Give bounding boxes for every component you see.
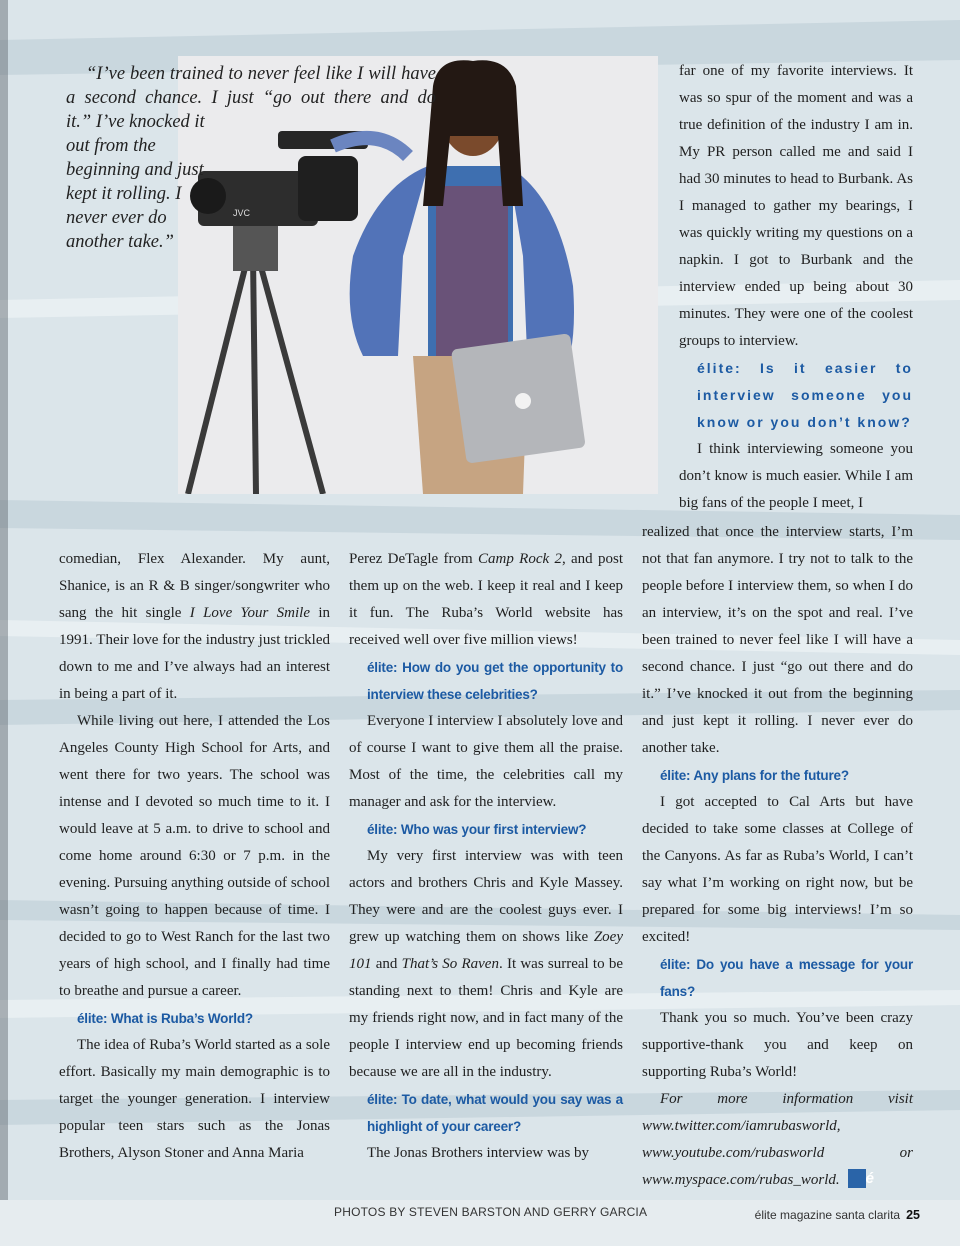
paragraph: The Jonas Brothers interview was by xyxy=(367,1145,590,1161)
question-heading: élite: Any plans for the future? xyxy=(660,768,849,783)
paragraph: far one of my favorite interviews. It was so spur of the moment and was a true definition of the industry I am in. My PR person called me and said I had 30 minutes to head to Burbank. As I managed to gather my bearings, I was quickly writing my questions on a napkin. I got to Burbank and the interview ended up being about 30 minutes. They were one of the coolest groups to interview. xyxy=(679,63,913,349)
column-2 xyxy=(349,546,623,1167)
paragraph: My very first interview was with teen actors and brothers Chris and Kyle Massey. They were and are the coolest guys ever. I grew up watching them on shows like Zoey 101 and That’s So Raven. It was surreal to be standing next to them! Chris and Kyle are my friends right now, and in fact many of the people I interview end up becoming friends because we are all in the industry. xyxy=(349,848,623,1080)
page-number: 25 xyxy=(906,1208,920,1222)
question-heading: élite: To date, what would you say was a highlight of your career? xyxy=(367,1092,623,1134)
page-folio xyxy=(755,1208,920,1222)
paragraph: Perez DeTagle from Camp Rock 2, and post them up on the web. I keep it real and I keep it fun. The Ruba’s World website has received well over five million views! xyxy=(349,551,623,648)
svg-text:JVC: JVC xyxy=(233,208,251,218)
column-3-top xyxy=(679,58,913,517)
question-heading: élite: How do you get the opportunity to interview these celebrities? xyxy=(367,660,623,702)
question-heading: élite: Is it easier to interview someone you know or you don’t know? xyxy=(697,360,913,430)
question-heading: élite: Who was your first interview? xyxy=(367,822,587,837)
paragraph: While living out here, I attended the Los Angeles County High School for Arts, and went there for two years. The school was intense and I devoted so much time to it. I would leave at 5 a.m. to drive to school and come home around 6:30 or 7 p.m. in the evening. Pursuing anything outside of school wasn’t going to happen because of time. I decided to go to West Ranch for the last two years of high school, and I finally had time to breathe and pursue a career. xyxy=(59,713,330,999)
pull-quote xyxy=(66,62,436,254)
paragraph: For more information visit www.twitter.com/iamrubasworld, www.youtube.com/rubasworld or www.myspace.com/rubas_world. é xyxy=(642,1091,913,1188)
paragraph: comedian, Flex Alexander. My aunt, Shanice, is an R & B singer/songwriter who sang the hit single I Love Your Smile in 1991. Their love for the industry just trickled down to me and I’ve always had an interest in being a part of it. xyxy=(59,551,331,702)
question-heading: élite: What is Ruba’s World? xyxy=(77,1011,253,1026)
paragraph: Everyone I interview I absolutely love and of course I want to give them all the praise. Most of the time, the celebrities call my manager and ask for the interview. xyxy=(349,713,623,810)
paragraph: Thank you so much. You’ve been crazy supportive-thank you and keep on supporting Ruba’s World! xyxy=(642,1010,913,1080)
pull-quote-line-2: a second chance. I just “go out there and do xyxy=(66,88,436,108)
paragraph: The idea of Ruba’s World started as a sole effort. Basically my main demographic is to target the younger generation. I interview popular teen stars such as the Jonas Brothers, Alyson Stoner and Anna Maria xyxy=(59,1037,330,1161)
end-mark-icon: é xyxy=(848,1169,866,1188)
paragraph: I got accepted to Cal Arts but have decided to take some classes at College of the Canyons. As far as Ruba’s World, I can’t say what I’m working on right now, but be prepared for some big interviews! I’m so excited! xyxy=(642,794,913,945)
column-1 xyxy=(59,546,330,1167)
paragraph: I think interviewing someone you don’t know is much easier. While I am big fans of the people I meet, I xyxy=(679,441,913,511)
magazine-name: élite magazine santa clarita xyxy=(754,1208,901,1222)
question-heading: élite: Do you have a message for your fans? xyxy=(660,957,913,999)
pull-quote-line-1: “I’ve been trained to never feel like I will have xyxy=(86,64,436,84)
pull-quote-rest: it.” I’ve knocked it out from the beginning and just kept it rolling. I never ever do another take.” xyxy=(66,112,205,252)
photo-credit: PHOTOS BY STEVEN BARSTON AND GERRY GARCIA xyxy=(334,1205,648,1219)
paragraph: realized that once the interview starts, I’m not that fan anymore. I try not to talk to the people before I interview them, so when I do an interview, it’s on the spot and real. I’ve been trained to never feel like I will have a second chance. I just “go out there and do it.” I’ve knocked it out from the beginning and just kept it rolling. I never ever do another take. xyxy=(642,524,913,756)
column-3 xyxy=(642,519,913,1194)
